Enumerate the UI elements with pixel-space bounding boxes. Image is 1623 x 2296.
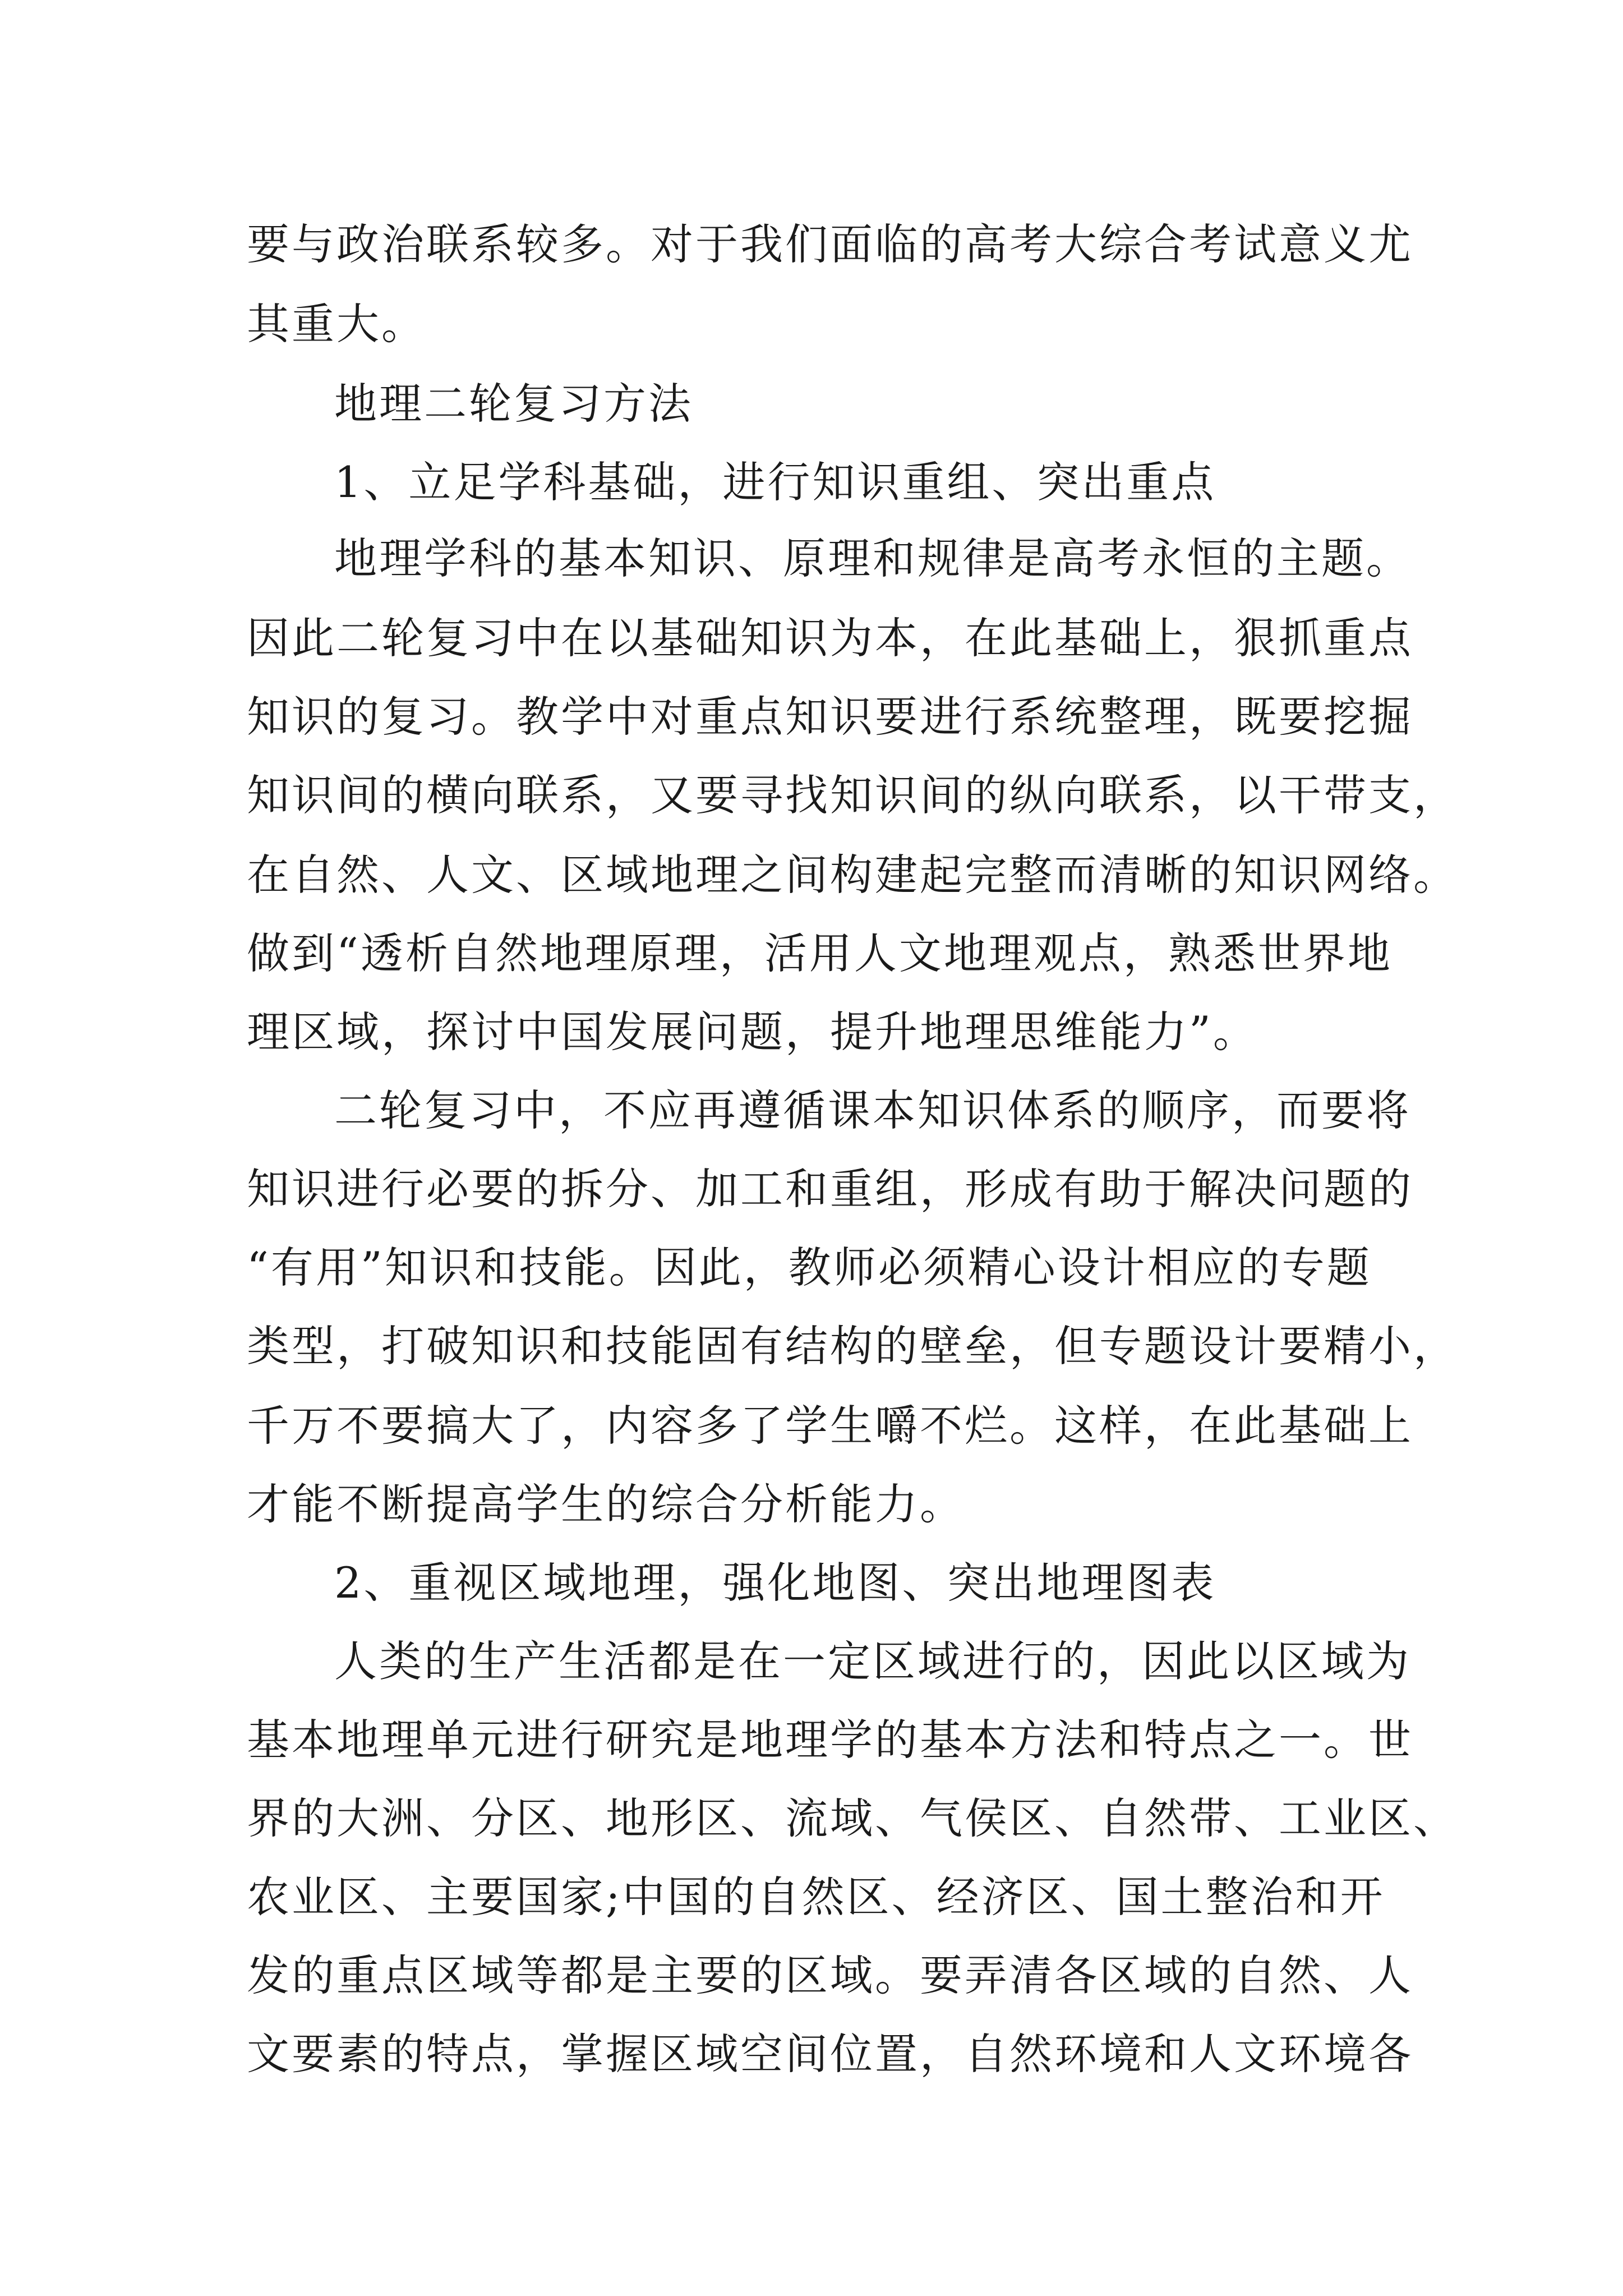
paragraph-line: “有用”知识和技能。因此，教师必须精心设计相应的专题 (247, 1243, 1372, 1292)
paragraph-line: 知识进行必要的拆分、加工和重组，形成有助于解决问题的 (247, 1164, 1413, 1214)
paragraph-line: 基本地理单元进行研究是地理学的基本方法和特点之一。世 (247, 1715, 1413, 1765)
section-heading: 地理二轮复习方法 (334, 379, 693, 429)
paragraph-line: 知识的复习。教学中对重点知识要进行系统整理，既要挖掘 (247, 692, 1413, 742)
paragraph-line: 做到“透析自然地理原理，活用人文地理观点，熟悉世界地 (247, 928, 1393, 978)
paragraph-line: 发的重点区域等都是主要的区域。要弄清各区域的自然、人 (247, 1950, 1413, 2000)
paragraph-line: 人类的生产生活都是在一定区域进行的，因此以区域为 (334, 1636, 1411, 1686)
paragraph-line: 知识间的横向联系，又要寻找知识间的纵向联系，以干带支， (247, 770, 1458, 820)
paragraph-line: 才能不断提高学生的综合分析能力。 (247, 1479, 965, 1529)
paragraph-line: 界的大洲、分区、地形区、流域、气侯区、自然带、工业区、 (247, 1793, 1458, 1843)
paragraph-line: 因此二轮复习中在以基础知识为本，在此基础上，狠抓重点 (247, 613, 1413, 663)
paragraph-line: 文要素的特点，掌握区域空间位置，自然环境和人文环境各 (247, 2029, 1413, 2079)
paragraph-line: 地理学科的基本知识、原理和规律是高考永恒的主题。 (334, 533, 1411, 583)
paragraph-line: 要与政治联系较多。对于我们面临的高考大综合考试意义尤 (247, 219, 1413, 269)
paragraph-line: 类型，打破知识和技能固有结构的壁垒，但专题设计要精小， (247, 1321, 1458, 1371)
paragraph-line: 理区域，探讨中国发展问题，提升地理思维能力”。 (247, 1007, 1258, 1057)
paragraph-line: 千万不要搞大了，内容多了学生嚼不烂。这样，在此基础上 (247, 1401, 1413, 1451)
paragraph-line: 其重大。 (247, 299, 426, 349)
paragraph-line: 二轮复习中，不应再遵循课本知识体系的顺序，而要将 (334, 1085, 1411, 1135)
paragraph-line: 农业区、主要国家;中国的自然区、经济区、国土整治和开 (247, 1872, 1385, 1922)
subheading-1: 1、立足学科基础，进行知识重组、突出重点 (334, 457, 1216, 507)
subheading-2: 2、重视区域地理，强化地图、突出地理图表 (334, 1558, 1216, 1608)
paragraph-line: 在自然、人文、区域地理之间构建起完整而清晰的知识网络。 (247, 850, 1458, 900)
